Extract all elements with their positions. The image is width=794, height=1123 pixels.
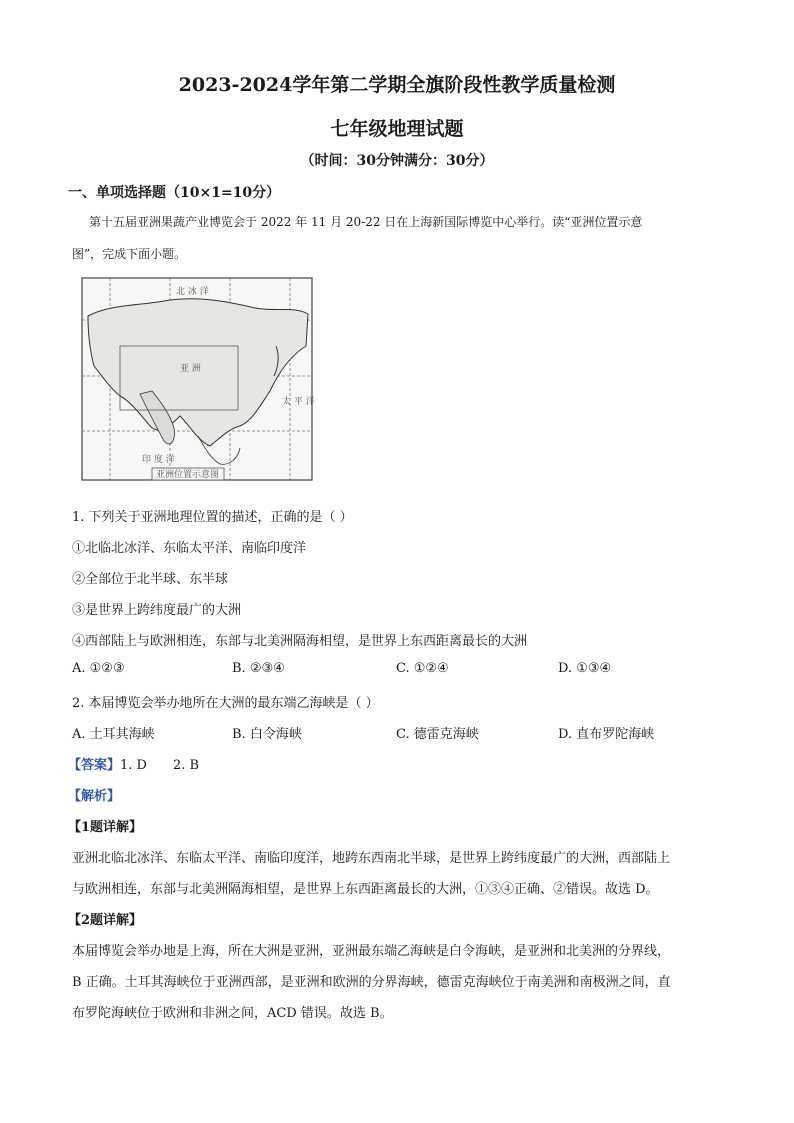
map-label-indian: 印 度 洋 bbox=[142, 455, 175, 465]
q1-statement-4: ④西部陆上与欧洲相连，东部与北美洲隔海相望，是世界上东西距离最长的大洲 bbox=[72, 634, 528, 649]
answer-label: 【答案】 bbox=[68, 758, 121, 773]
detail-2-line-1: 本届博览会举办地是上海，所在大洲是亚洲，亚洲最东端乙海峡是白令海峡，是亚洲和北美洲的分界线， bbox=[72, 944, 671, 959]
map-label-asia: 亚 洲 bbox=[180, 364, 201, 374]
question-1-stem: 1. 下列关于亚洲地理位置的描述，正确的是（ ） bbox=[72, 510, 353, 525]
q1-option-b: B. ②③④ bbox=[232, 661, 285, 676]
detail-1-line-2: 与欧洲相连，东部与北美洲隔海相望，是世界上东西距离最长的大洲，①③④正确、②错误。故选 D。 bbox=[72, 882, 659, 897]
section-heading: 一、单项选择题（10×1=10分） bbox=[68, 185, 281, 201]
detail-2-line-2: B 正确。土耳其海峡位于亚洲西部，是亚洲和欧洲的分界海峡，德雷克海峡位于南美洲和南极洲之间，直 bbox=[72, 975, 671, 990]
q2-option-b: B. 白令海峡 bbox=[232, 727, 302, 742]
q1-statement-1: ①北临北冰洋、东临太平洋、南临印度洋 bbox=[72, 541, 307, 556]
intro-line-2: 图”，完成下面小题。 bbox=[72, 247, 187, 261]
detail-1-line-1: 亚洲北临北冰洋、东临太平洋、南临印度洋，地跨东西南北半球，是世界上跨纬度最广的大洲，西部陆上 bbox=[72, 851, 671, 866]
q2-option-d: D. 直布罗陀海峡 bbox=[558, 727, 655, 742]
q1-option-d: D. ①③④ bbox=[558, 661, 612, 676]
page-title: 2023-2024学年第二学期全旗阶段性教学质量检测 bbox=[178, 74, 616, 96]
detail-2-label: 【2题详解】 bbox=[68, 913, 143, 928]
q2-option-c: C. 德雷克海峡 bbox=[396, 727, 479, 742]
detail-2-line-3: 布罗陀海峡位于欧洲和非洲之间，ACD 错误。故选 B。 bbox=[72, 1006, 393, 1021]
q2-option-a: A. 土耳其海峡 bbox=[72, 727, 155, 742]
q1-option-a: A. ①②③ bbox=[72, 661, 125, 676]
analysis-label: 【解析】 bbox=[68, 789, 121, 804]
map-caption: 亚洲位置示意图 bbox=[156, 470, 220, 480]
question-2-stem: 2. 本届博览会举办地所在大洲的最东端乙海峡是（ ） bbox=[72, 696, 379, 711]
asia-map-image bbox=[80, 276, 314, 482]
answer-2: 2. B bbox=[172, 758, 200, 773]
time-info: （时间：30分钟满分：30分） bbox=[300, 153, 494, 169]
q1-statement-3: ③是世界上跨纬度最广的大洲 bbox=[72, 603, 242, 618]
asia-location-map bbox=[80, 276, 314, 482]
q1-option-c: C. ①②④ bbox=[396, 661, 449, 676]
detail-1-label: 【1题详解】 bbox=[68, 820, 143, 835]
map-label-pacific: 太 平 洋 bbox=[282, 397, 314, 407]
q1-statement-2: ②全部位于北半球、东半球 bbox=[72, 572, 229, 587]
intro-line-1: 第十五届亚洲果蔬产业博览会于 2022 年 11 月 20-22 日在上海新国际博览中心举行。读“亚洲位置示意 bbox=[89, 215, 643, 229]
page-subtitle: 七年级地理试题 bbox=[330, 118, 464, 140]
map-label-arctic: 北 冰 洋 bbox=[176, 287, 209, 297]
answer-1: 1. D bbox=[120, 758, 147, 773]
answer-row bbox=[68, 754, 199, 773]
